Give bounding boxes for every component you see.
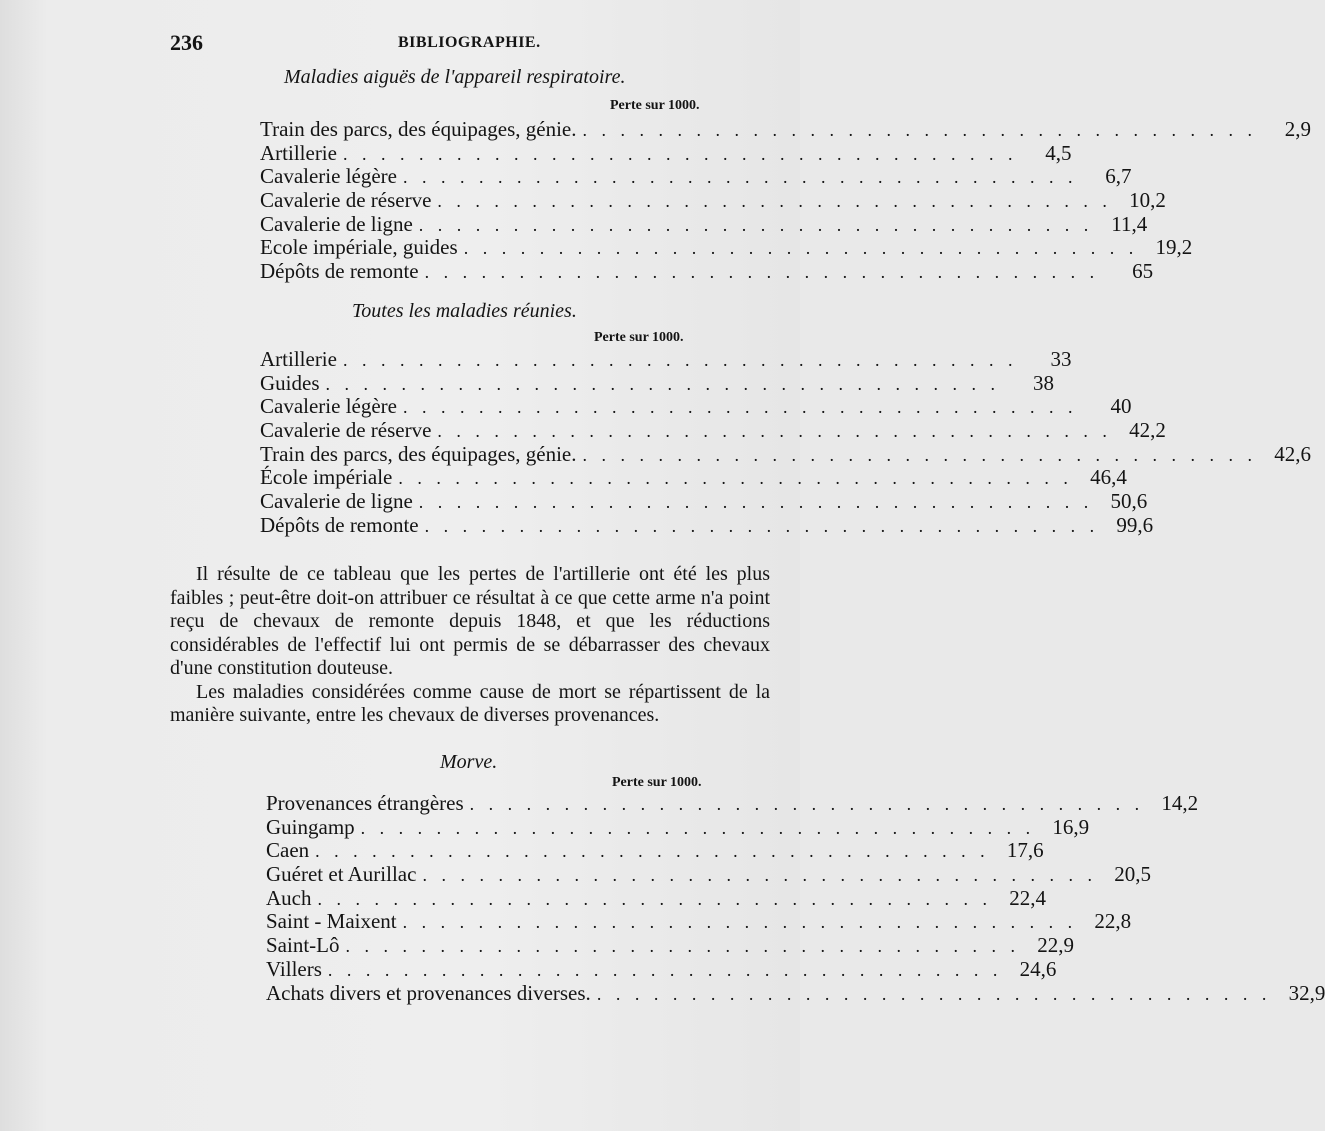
row-label: Dépôts de remonte [260, 512, 419, 537]
dot-leader: . . . . . . . . . . . . . . . . . . . . . . . . . . . . . . . . . . . . [327, 959, 1003, 980]
row-value: 32,9 [1288, 980, 1325, 1005]
dot-leader: . . . . . . . . . . . . . . . . . . . . . . . . . . . . . . . . . . . . [403, 167, 1078, 188]
running-head: BIBLIOGRAPHIE. [398, 34, 541, 51]
table-row [260, 465, 1127, 490]
table-row [266, 791, 1199, 816]
table-row [266, 838, 1044, 863]
row-label: École impériale [260, 465, 393, 490]
row-value: 11,4 [1111, 211, 1148, 236]
row-label: Villers [266, 956, 322, 981]
row-value: 99,6 [1116, 512, 1154, 537]
row-value: 14,2 [1161, 791, 1199, 815]
row-value: 19,2 [1155, 235, 1193, 260]
row-label: Guides [260, 370, 320, 395]
row-label: Artillerie [260, 140, 337, 165]
dot-leader: . . . . . . . . . . . . . . . . . . . . . . . . . . . . . . . . . . . . [469, 794, 1145, 814]
row-value: 10,2 [1129, 188, 1166, 213]
dot-leader: . . . . . . . . . . . . . . . . . . . . . . . . . . . . . . . . . . . . [437, 191, 1112, 212]
dot-leader: . . . . . . . . . . . . . . . . . . . . . . . . . . . . . . . . . . . . [315, 841, 990, 862]
section-title-respiratory: Maladies aiguës de l'appareil respiratoire. [284, 66, 626, 88]
row-label: Guingamp [266, 814, 355, 839]
dot-leader: . . . . . . . . . . . . . . . . . . . . . . . . . . . . . . . . . . . . [596, 983, 1272, 1004]
row-label: Cavalerie légère [260, 394, 397, 419]
row-value: 22,8 [1094, 909, 1132, 934]
table-row [266, 814, 1090, 840]
dot-leader: . . . . . . . . . . . . . . . . . . . . . . . . . . . . . . . . . . . . [342, 143, 1018, 164]
row-label: Saint-Lô [266, 933, 340, 958]
row-value: 42,6 [1274, 441, 1311, 466]
paragraph: Les maladies considérées comme cause de mort se répartissent de la manière suivante, entre les chevaux de diverses provenances. [170, 680, 770, 726]
table-row [260, 370, 1054, 396]
table-row [260, 164, 1132, 189]
dot-leader: . . . . . . . . . . . . . . . . . . . . . . . . . . . . . . . . . . . . [437, 421, 1112, 442]
table-row [260, 140, 1072, 166]
table-row [266, 956, 1057, 982]
row-value: 50,6 [1110, 489, 1148, 514]
row-label: Cavalerie de réserve [260, 418, 432, 443]
dot-leader: . . . . . . . . . . . . . . . . . . . . . . . . . . . . . . . . . . . . [582, 120, 1257, 140]
table-row [266, 980, 1325, 1006]
dot-leader: . . . . . . . . . . . . . . . . . . . . . . . . . . . . . . . . . . . . [325, 373, 1000, 394]
table-row [260, 418, 1166, 443]
row-value: 16,9 [1052, 814, 1090, 839]
row-value: 24,6 [1019, 956, 1057, 981]
table-row [260, 259, 1154, 284]
row-label: Cavalerie de ligne [260, 211, 413, 236]
paragraph: Il résulte de ce tableau que les pertes de l'artillerie ont été les plus faibles ; peut-être doit-on attribuer ce résultat à ce que cette arme n'a point reçu de chevaux de remonte depuis 1848, et que les réductions considérables de l'effectif lui ont permis de se débarrasser des chevaux d'une constitution douteuse. [170, 563, 770, 679]
table-respiratory [260, 117, 1311, 284]
body-text [170, 563, 770, 728]
unit-label-respiratory: Perte sur 1000. [610, 98, 700, 113]
row-label: Cavalerie de ligne [260, 489, 413, 514]
dot-leader: . . . . . . . . . . . . . . . . . . . . . . . . . . . . . . . . . . . . [342, 350, 1018, 370]
table-row [260, 512, 1154, 538]
row-label: Provenances étrangères [266, 791, 464, 815]
row-value: 4,5 [1045, 140, 1072, 165]
dot-leader: . . . . . . . . . . . . . . . . . . . . . . . . . . . . . . . . . . . . [418, 492, 1094, 513]
dot-leader: . . . . . . . . . . . . . . . . . . . . . . . . . . . . . . . . . . . . [463, 238, 1139, 259]
row-value: 65 [1132, 259, 1154, 284]
table-row [260, 117, 1311, 142]
page-header [170, 30, 780, 58]
dot-leader: . . . . . . . . . . . . . . . . . . . . . . . . . . . . . . . . . . . . [402, 912, 1078, 933]
row-label: Cavalerie légère [260, 164, 397, 189]
row-label: Guéret et Aurillac [266, 862, 417, 887]
section-title-all-diseases: Toutes les maladies réunies. [352, 300, 577, 322]
dot-leader: . . . . . . . . . . . . . . . . . . . . . . . . . . . . . . . . . . . . [360, 817, 1036, 838]
page-number: 236 [170, 30, 203, 55]
row-label: Cavalerie de réserve [260, 188, 432, 213]
row-value: 33 [1050, 347, 1072, 371]
table-row [260, 441, 1311, 467]
row-label: Saint - Maixent [266, 909, 397, 934]
table-row [260, 489, 1148, 514]
row-value: 22,9 [1037, 933, 1074, 958]
table-row [260, 235, 1193, 260]
row-value: 2,9 [1284, 117, 1311, 141]
row-value: 42,2 [1129, 418, 1166, 443]
table-all-diseases [260, 347, 1311, 538]
table-row [266, 885, 1046, 911]
dot-leader: . . . . . . . . . . . . . . . . . . . . . . . . . . . . . . . . . . . . [398, 468, 1073, 489]
row-label: Artillerie [260, 347, 337, 371]
row-value: 40 [1110, 394, 1132, 419]
dot-leader: . . . . . . . . . . . . . . . . . . . . . . . . . . . . . . . . . . . . [424, 262, 1100, 283]
dot-leader: . . . . . . . . . . . . . . . . . . . . . . . . . . . . . . . . . . . . [317, 888, 992, 909]
table-row [260, 188, 1166, 213]
row-value: 38 [1033, 370, 1054, 395]
row-value: 20,5 [1114, 862, 1151, 887]
table-morve [266, 791, 1325, 1005]
row-label: Train des parcs, des équipages, génie. [260, 441, 577, 466]
row-label: Train des parcs, des équipages, génie. [260, 117, 577, 141]
table-row [260, 394, 1132, 419]
section-title-morve: Morve. [440, 751, 498, 773]
dot-leader: . . . . . . . . . . . . . . . . . . . . . . . . . . . . . . . . . . . . [345, 936, 1020, 957]
unit-label-all-diseases: Perte sur 1000. [594, 330, 684, 345]
row-value: 6,7 [1105, 164, 1132, 189]
row-value: 46,4 [1090, 465, 1127, 490]
dot-leader: . . . . . . . . . . . . . . . . . . . . . . . . . . . . . . . . . . . . [418, 214, 1094, 235]
row-label: Ecole impériale, guides [260, 235, 458, 260]
row-label: Caen [266, 838, 310, 863]
row-value: 17,6 [1006, 838, 1044, 863]
row-value: 22,4 [1009, 885, 1046, 910]
row-label: Achats divers et provenances diverses. [266, 980, 591, 1005]
table-row [260, 347, 1072, 372]
dot-leader: . . . . . . . . . . . . . . . . . . . . . . . . . . . . . . . . . . . . [403, 397, 1078, 418]
row-label: Dépôts de remonte [260, 259, 419, 284]
table-row [266, 933, 1074, 958]
table-row [266, 862, 1151, 887]
table-row [266, 909, 1132, 934]
row-label: Auch [266, 885, 312, 910]
dot-leader: . . . . . . . . . . . . . . . . . . . . . . . . . . . . . . . . . . . . [582, 444, 1257, 465]
dot-leader: . . . . . . . . . . . . . . . . . . . . . . . . . . . . . . . . . . . . [422, 865, 1097, 886]
table-row [260, 211, 1148, 237]
dot-leader: . . . . . . . . . . . . . . . . . . . . . . . . . . . . . . . . . . . . [424, 515, 1100, 536]
unit-label-morve: Perte sur 1000. [612, 775, 702, 790]
